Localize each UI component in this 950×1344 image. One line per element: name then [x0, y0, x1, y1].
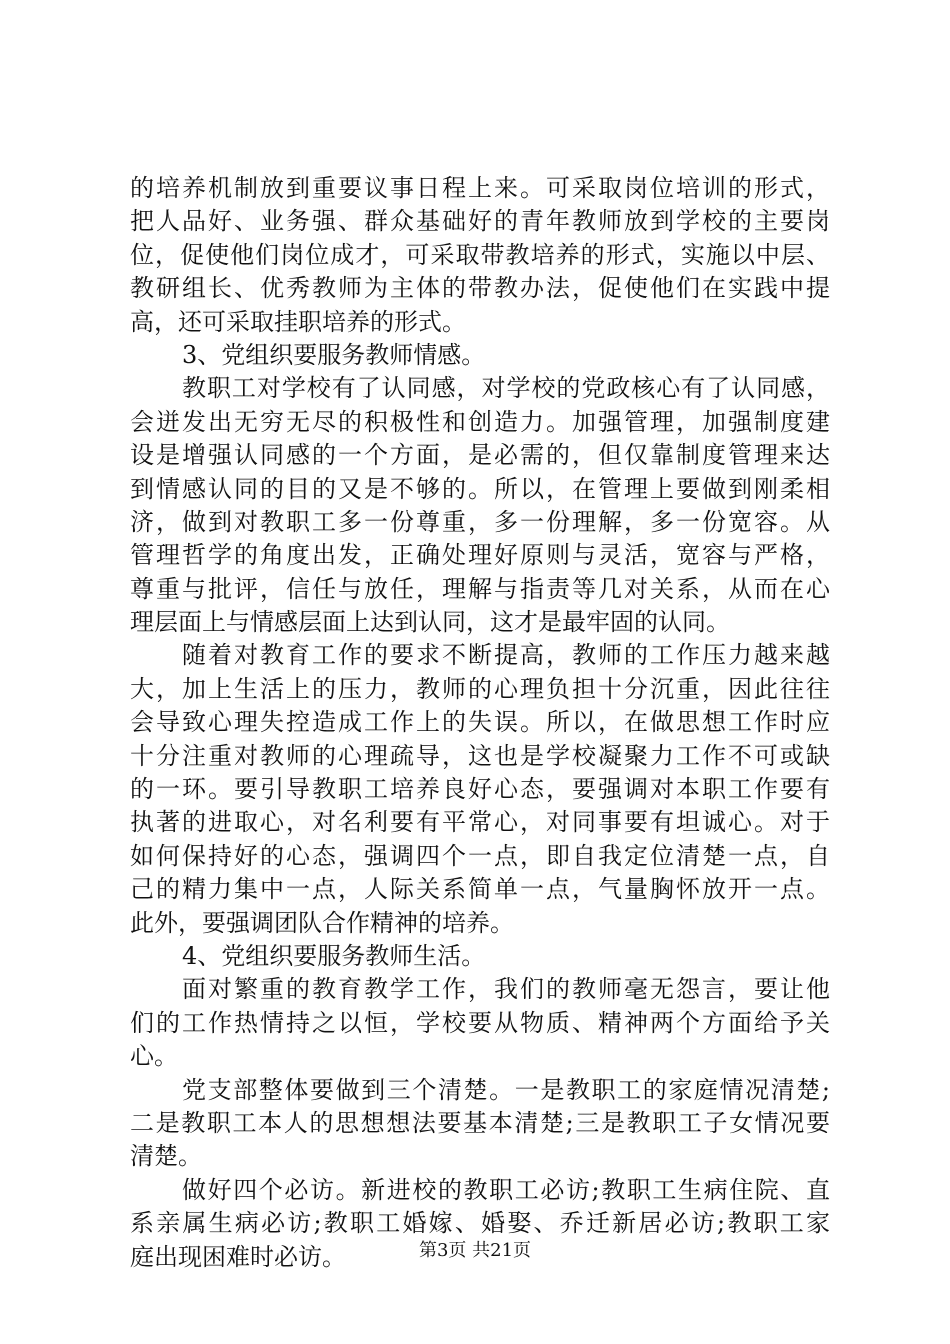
text-line: 位，促使他们岗位成才，可采取带教培养的形式，实施以中层、 [130, 240, 830, 269]
text-line: 心。 [130, 1042, 178, 1071]
text-line: 会导致心理失控造成工作上的失误。所以，在做思想工作时应 [130, 708, 830, 737]
paragraph [130, 1074, 830, 1174]
text-line: 到情感认同的目的又是不够的。所以，在管理上要做到刚柔相 [130, 474, 830, 503]
text-line: 清楚。 [130, 1142, 202, 1171]
text-line: 理层面上与情感层面上达到认同，这才是最牢固的认同。 [130, 608, 730, 637]
text-line: 随着对教育工作的要求不断提高，教师的工作压力越来越 [182, 641, 830, 670]
paragraph [130, 973, 830, 1073]
text-line: 党支部整体要做到三个清楚。一是教职工的家庭情况清楚; [182, 1075, 830, 1104]
text-line: 庭出现困难时必访。 [130, 1242, 346, 1271]
text-line: 尊重与批评，信任与放任，理解与指责等几对关系，从而在心 [130, 574, 830, 603]
paragraph [130, 172, 830, 339]
paragraph [130, 639, 830, 940]
text-line: 的培养机制放到重要议事日程上来。可采取岗位培训的形式， [130, 174, 830, 202]
text-line: 设是增强认同感的一个方面，是必需的，但仅靠制度管理来达 [130, 441, 830, 470]
text-line: 的一环。要引导教职工培养良好心态，要强调对本职工作要有 [130, 775, 830, 804]
text-line: 教研组长、优秀教师为主体的带教办法，促使他们在实践中提 [130, 274, 830, 303]
text-line: 己的精力集中一点，人际关系简单一点，气量胸怀放开一点。 [130, 875, 830, 904]
text-line: 面对繁重的教育教学工作，我们的教师毫无怨言，要让他 [182, 975, 830, 1004]
text-line: 大，加上生活上的压力，教师的心理负担十分沉重，因此往往 [130, 674, 830, 703]
text-line: 济，做到对教职工多一份尊重，多一份理解，多一份宽容。从 [130, 507, 830, 536]
text-line: 会迸发出无穷无尽的积极性和创造力。加强管理，加强制度建 [130, 407, 830, 436]
text-line: 做好四个必访。新进校的教职工必访;教职工生病住院、直 [182, 1175, 830, 1204]
document-body [130, 172, 830, 1274]
paragraph [130, 372, 830, 639]
text-line: 们的工作热情持之以恒，学校要从物质、精神两个方面给予关 [130, 1008, 830, 1037]
text-line: 此外，要强调团队合作精神的培养。 [130, 908, 514, 937]
paragraph [130, 339, 830, 372]
text-line: 管理哲学的角度出发，正确处理好原则与灵活，宽容与严格， [130, 541, 830, 570]
text-line: 十分注重对教师的心理疏导，这也是学校凝聚力工作不可或缺 [130, 741, 830, 770]
text-line: 把人品好、业务强、群众基础好的青年教师放到学校的主要岗 [130, 207, 830, 236]
text-line: 教职工对学校有了认同感，对学校的党政核心有了认同感， [182, 374, 830, 403]
paragraph [130, 940, 830, 973]
text-line: 高，还可采取挂职培养的形式。 [130, 307, 466, 336]
text-line: 系亲属生病必访;教职工婚嫁、婚娶、乔迁新居必访;教职工家 [130, 1209, 830, 1238]
text-line: 4、党组织要服务教师生活。 [182, 941, 486, 970]
text-line: 3、党组织要服务教师情感。 [182, 340, 486, 369]
text-line: 执著的进取心，对名利要有平常心，对同事要有坦诚心。对于 [130, 808, 830, 837]
text-line: 二是教职工本人的思想想法要基本清楚;三是教职工子女情况要 [130, 1108, 830, 1137]
text-line: 如何保持好的心态，强调四个一点，即自我定位清楚一点，自 [130, 841, 830, 870]
page-footer: 第3页 共21页 [418, 1240, 532, 1261]
